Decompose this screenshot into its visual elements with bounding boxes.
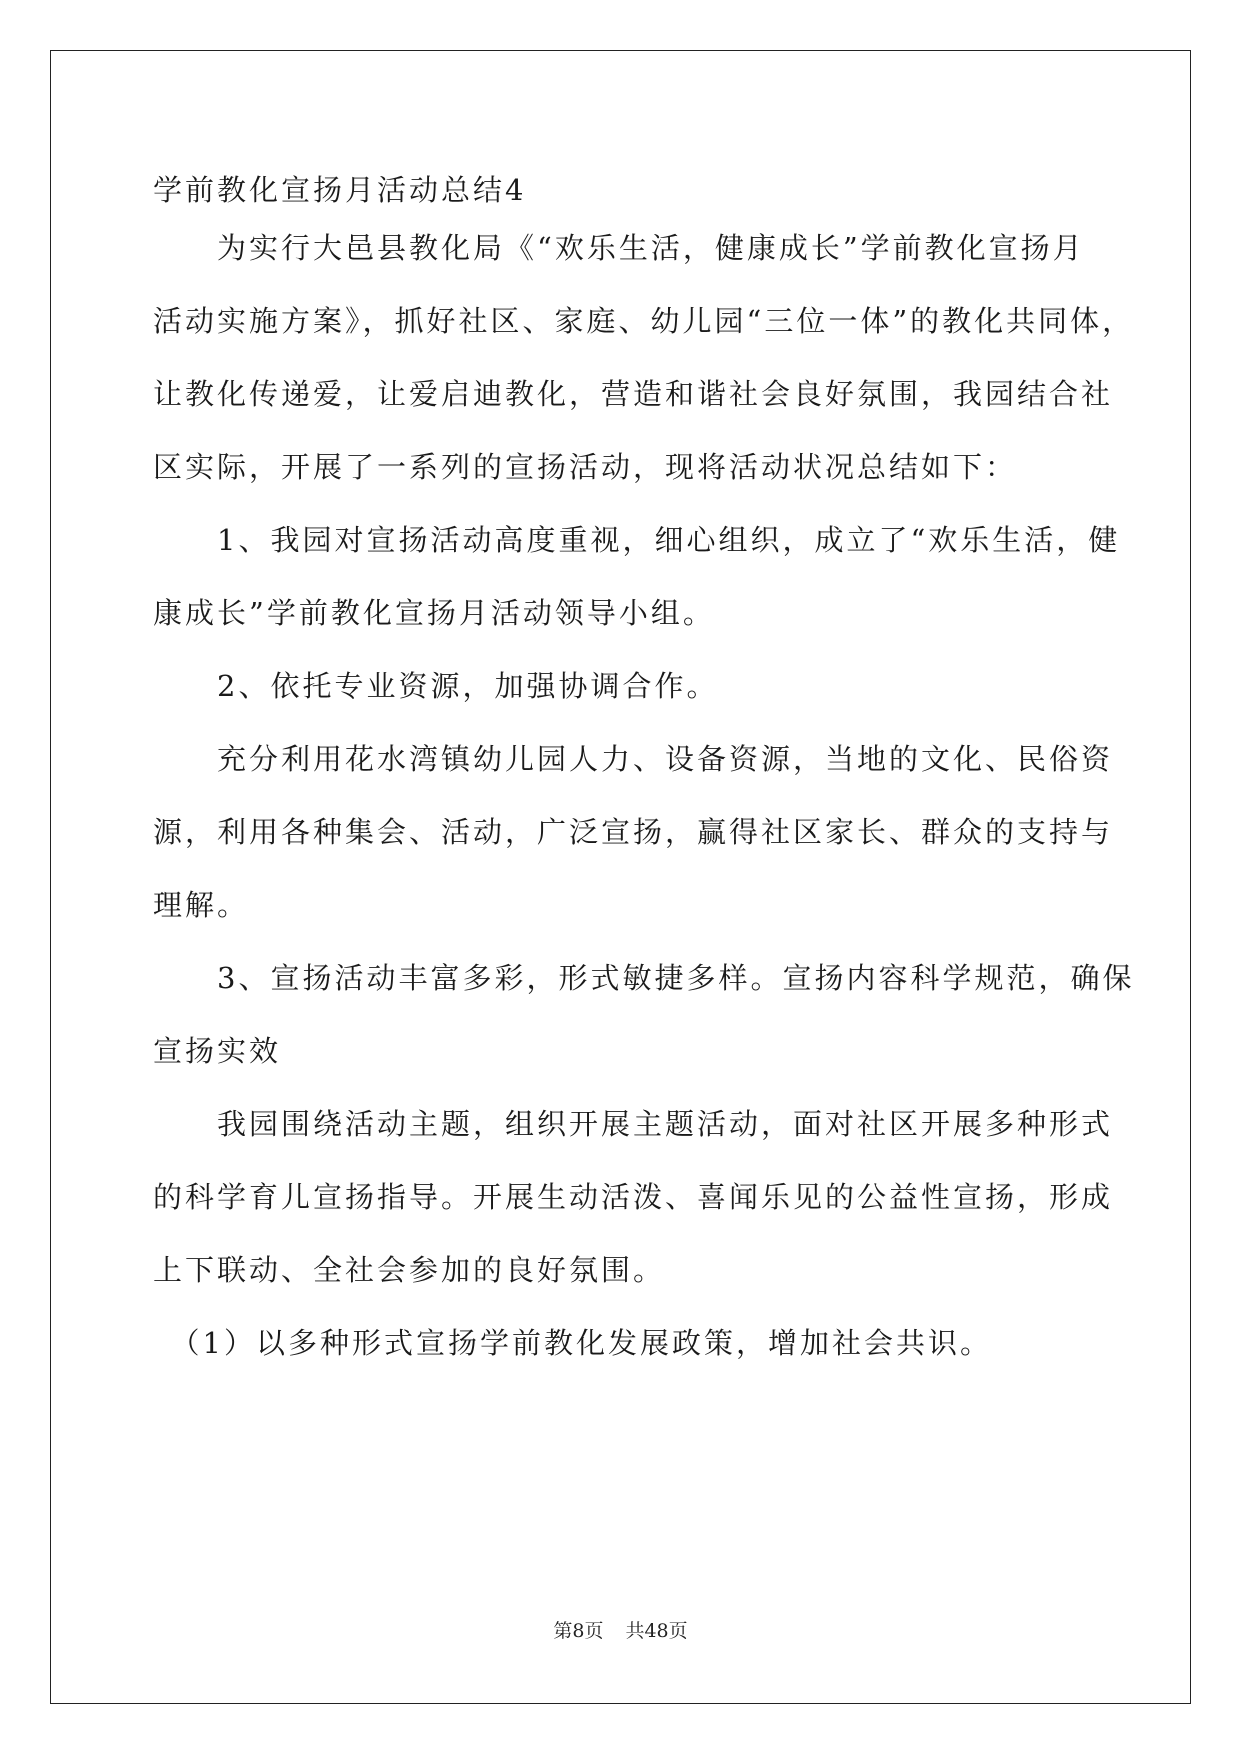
text-line: 活动实施方案》，抓好社区、家庭、幼儿园“三位一体”的教化共同体， — [153, 304, 1135, 338]
text-line: 我园围绕活动主题，组织开展主题活动，面对社区开展多种形式 — [153, 1107, 1114, 1141]
text-line: 区实际，开展了一系列的宣扬活动，现将活动状况总结如下： — [153, 450, 1018, 484]
text-line: 为实行大邑县教化局《“欢乐生活，健康成长”学前教化宣扬月 — [153, 231, 1085, 265]
page-number: 第8页 — [553, 1620, 604, 1642]
text-line: 让教化传递爱，让爱启迪教化，营造和谐社会良好氛围，我园结合社 — [153, 377, 1114, 411]
page-total: 共48页 — [625, 1620, 688, 1642]
page-footer — [0, 1616, 1241, 1643]
text-line: 2、依托专业资源，加强协调合作。 — [153, 669, 719, 703]
text-line: 宣扬实效 — [153, 1034, 282, 1068]
text-line: 1、我园对宣扬活动高度重视，细心组织，成立了“欢乐生活，健 — [153, 523, 1121, 557]
text-line: （1）以多种形式宣扬学前教化发展政策，增加社会共识。 — [153, 1326, 992, 1360]
text-line: 上下联动、全社会参加的良好氛围。 — [153, 1253, 666, 1287]
text-line: 的科学育儿宣扬指导。开展生动活泼、喜闻乐见的公益性宣扬，形成 — [153, 1180, 1114, 1214]
text-line: 源，利用各种集会、活动，广泛宣扬，赢得社区家长、群众的支持与 — [153, 815, 1114, 849]
document-title: 学前教化宣扬月活动总结4 — [153, 173, 527, 207]
text-line: 理解。 — [153, 888, 250, 922]
text-line: 充分利用花水湾镇幼儿园人力、设备资源，当地的文化、民俗资 — [153, 742, 1114, 776]
text-line: 3、宣扬活动丰富多彩，形式敏捷多样。宣扬内容科学规范，确保 — [153, 961, 1135, 995]
text-line: 康成长”学前教化宣扬月活动领导小组。 — [153, 596, 715, 630]
